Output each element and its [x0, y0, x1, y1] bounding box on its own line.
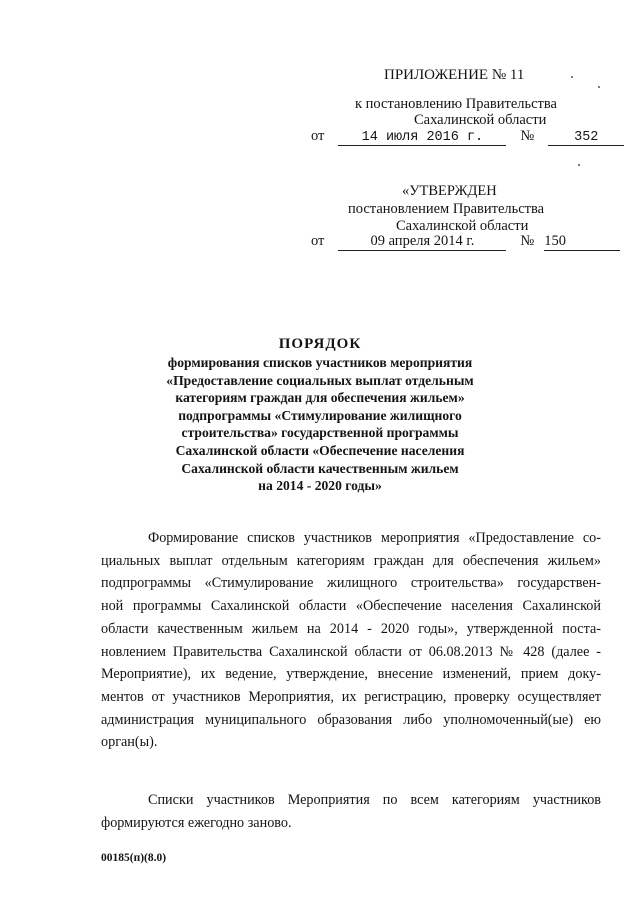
approved-line-2: Сахалинской области [396, 218, 529, 234]
appendix-date-number-row [311, 128, 624, 146]
paragraph-line: Мероприятие), их ведение, утверждение, внесение изменений, прием доку- [101, 666, 601, 683]
appendix-line-1: к постановлению Правительства [355, 96, 557, 112]
body-paragraph-2 [101, 789, 601, 834]
title-line: Сахалинской области «Обеспечение населения [175, 442, 465, 458]
body-paragraph-1 [101, 527, 601, 754]
approved-date: 09 апреля 2014 г. [338, 233, 506, 251]
paragraph-line: новлением Правительства Сахалинской области от 06.08.2013 № 428 (далее - [101, 643, 601, 660]
title-line: формирования списков участников мероприятия [167, 355, 473, 370]
title-line: строительства» государственной программы [181, 425, 459, 441]
scan-speck [598, 86, 600, 88]
approved-number: 150 [544, 233, 620, 251]
paragraph-line: Списки участников Мероприятия по всем категориям участников [148, 792, 601, 808]
paragraph-line: области качественным жильем на 2014 - 2020 годы», утвержденной поста- [101, 620, 601, 637]
paragraph-line: подпрограммы «Стимулирование жилищного строительства» государствен- [101, 575, 601, 592]
scan-speck [571, 76, 573, 78]
title-line: Сахалинской области качественным жильем [181, 460, 459, 476]
appendix-line-2: Сахалинской области [414, 112, 547, 128]
paragraph-line: орган(ы). [101, 734, 158, 751]
appendix-number: 352 [548, 130, 624, 146]
appendix-date: 14 июля 2016 г. [338, 130, 506, 146]
paragraph-line: ментов от участников Мероприятия, их регистрацию, проверку осуществляет [101, 688, 601, 705]
appendix-number-label: № [520, 128, 535, 144]
paragraph-line: Формирование списков участников мероприятия «Предоставление со- [148, 530, 601, 546]
paragraph-line: формируются ежегодно заново. [101, 814, 292, 831]
appendix-title: ПРИЛОЖЕНИЕ № 11 [384, 67, 525, 83]
document-code: 00185(п)(8.0) [101, 852, 167, 864]
approved-line-1: постановлением Правительства [348, 201, 545, 217]
title-line: подпрограммы «Стимулирование жилищного [178, 407, 462, 423]
approved-date-number-row [311, 233, 620, 251]
title-main: ПОРЯДОК [278, 336, 362, 352]
title-line: категориям граждан для обеспечения жильем» [175, 390, 465, 406]
approved-number-label: № [520, 233, 535, 249]
title-line: на 2014 - 2020 годы» [258, 478, 382, 494]
approved-title: «УТВЕРЖДЕН [402, 183, 497, 199]
appendix-from-label: от [311, 128, 325, 144]
scan-speck [578, 164, 580, 166]
paragraph-line: циальных выплат отдельным категориям граждан для обеспечения жильем» [101, 552, 601, 569]
paragraph-line: ной программы Сахалинской области «Обеспечение населения Сахалинской [101, 598, 601, 615]
paragraph-line: администрация муниципального образования либо уполномоченный(ые) ею [101, 711, 601, 728]
document-title [120, 334, 520, 495]
approved-from-label: от [311, 233, 325, 249]
title-line: «Предоставление социальных выплат отдельным [166, 372, 474, 388]
